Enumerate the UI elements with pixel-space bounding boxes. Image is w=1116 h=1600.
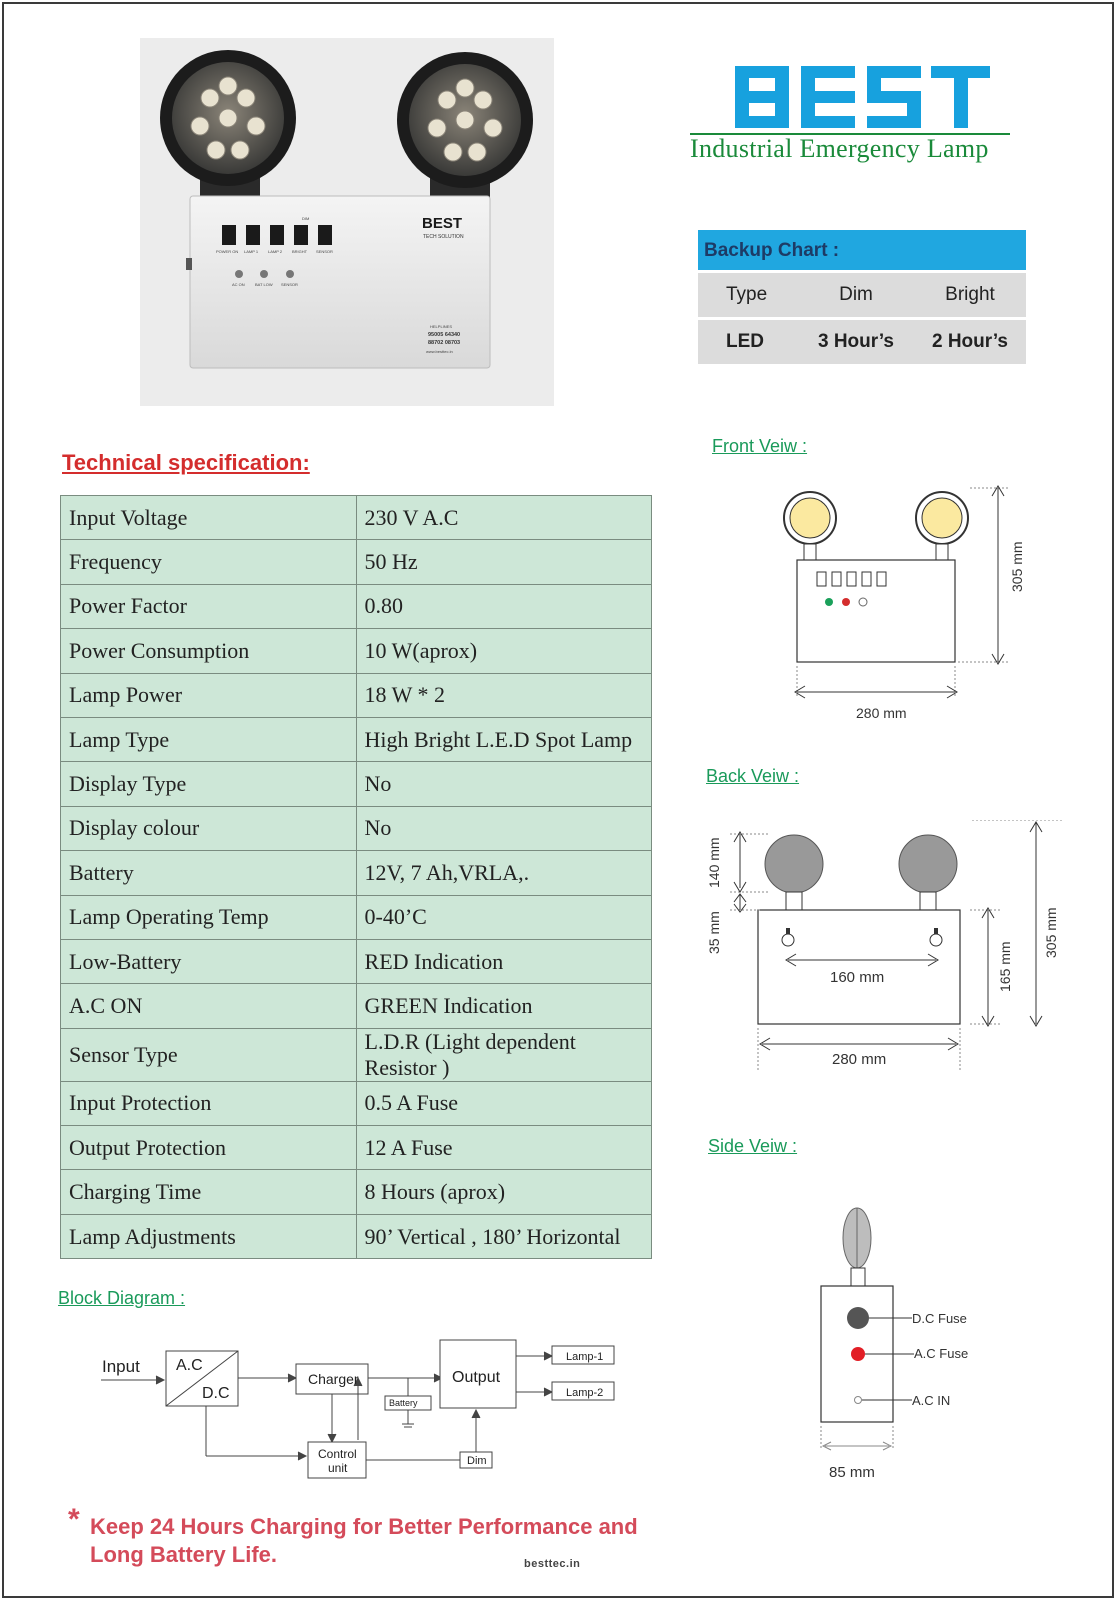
photo-switch-label: LAMP 1 [244,249,259,254]
block-diagram-title: Block Diagram : [58,1288,186,1308]
spec-row [61,540,652,584]
backup-chart-header-row [698,273,1026,317]
spec-key: Charging Time [61,1170,357,1214]
back-view-title: Back Veiw : [706,766,800,786]
photo-led-label: BAT LOW [255,282,273,287]
spec-key: Frequency [61,540,357,584]
tech-spec-heading: Technical specification: [62,450,310,475]
spec-value: High Bright L.E.D Spot Lamp [356,717,651,761]
back-view-drawing [700,820,1070,1080]
photo-switch-label: LAMP 2 [268,249,283,254]
backup-dim-hours: 3 Hour’s [817,331,895,352]
spec-value: 8 Hours (aprox) [356,1170,651,1214]
spec-key: Lamp Power [61,673,357,717]
side-ac-fuse-label: A.C Fuse [914,1346,969,1361]
spec-key: Low-Battery [61,939,357,983]
spec-row [61,673,652,717]
block-input-label: Input [102,1357,140,1376]
side-dc-fuse-label: D.C Fuse [912,1311,967,1326]
spec-key: Battery [61,851,357,895]
spec-value: 10 W(aprox) [356,629,651,673]
photo-helpline-title: HELPLINES [430,324,453,329]
photo-led-label: AC ON [232,282,245,287]
spec-key: Power Consumption [61,629,357,673]
charging-note [90,1513,690,1569]
backup-chart-led-row [698,320,1026,364]
spec-value: 0.80 [356,584,651,628]
spec-value: 0-40’C [356,895,651,939]
tech-spec-table [60,495,652,1259]
spec-row [61,762,652,806]
photo-led-label: SENSOR [281,282,298,287]
footer-website: besttec.in [524,1558,581,1570]
spec-row [61,496,652,540]
photo-switch-label: SENSOR [316,249,333,254]
backup-chart [698,230,1026,364]
spec-row [61,939,652,983]
front-width-label: 280 mm [856,705,907,721]
spec-row [61,717,652,761]
charging-note-line-1: Keep 24 Hours Charging for Better Performance and [90,1514,638,1539]
spec-key: Lamp Adjustments [61,1214,357,1258]
photo-dim-label: DIM [302,216,310,221]
spec-value: 18 W * 2 [356,673,651,717]
block-dc-label: D.C [202,1385,230,1402]
backup-chart-title: Backup Chart : [698,230,1026,270]
back-total-height-label: 305 mm [1043,907,1059,958]
block-control-label: Control [318,1447,357,1461]
spec-key: A.C ON [61,984,357,1028]
back-mount-spacing-label: 160 mm [830,969,885,986]
block-charger-label: Charger [308,1371,359,1387]
spec-key: Display colour [61,806,357,850]
spec-value: RED Indication [356,939,651,983]
back-neck-height-label: 35 mm [706,911,722,954]
spec-row [61,806,652,850]
block-diagram [96,1330,636,1490]
side-depth-label: 85 mm [829,1464,875,1481]
block-output-label: Output [452,1369,501,1386]
spec-value: 90’ Vertical , 180’ Horizontal [356,1214,651,1258]
spec-value: 0.5 A Fuse [356,1081,651,1125]
front-view-title: Front Veiw : [712,436,808,456]
front-view-drawing [770,480,1040,740]
spec-value: 12 A Fuse [356,1126,651,1170]
block-dim-label: Dim [467,1455,487,1467]
spec-row [61,1081,652,1125]
side-view-title: Side Veiw : [708,1136,798,1156]
spec-row [61,984,652,1028]
spec-row [61,1214,652,1258]
spec-value: 230 V A.C [356,496,651,540]
spec-value: 12V, 7 Ah,VRLA,. [356,851,651,895]
backup-type-led: LED [726,331,764,352]
spec-row [61,851,652,895]
product-photo [140,38,554,406]
spec-key: Input Voltage [61,496,357,540]
logo-subtitle: Industrial Emergency Lamp [690,134,989,163]
photo-brand: BEST [422,215,463,232]
spec-key: Output Protection [61,1126,357,1170]
spec-row [61,1126,652,1170]
spec-value: No [356,806,651,850]
front-height-label: 305 mm [1009,541,1025,592]
spec-key: Display Type [61,762,357,806]
photo-switch-label: BRIGHT [292,249,308,254]
spec-row [61,629,652,673]
spec-row [61,1028,652,1081]
spec-key: Lamp Operating Temp [61,895,357,939]
side-ac-in-label: A.C IN [912,1393,951,1408]
spec-row [61,1170,652,1214]
charging-note-line-2: Long Battery Life. [90,1542,278,1567]
photo-helpline: 95005 64340 [428,332,461,338]
back-box-height-label: 165 mm [997,941,1013,992]
spec-value: No [356,762,651,806]
backup-header-bright: Bright [945,284,995,305]
spec-row [61,584,652,628]
backup-header-dim: Dim [839,284,873,305]
note-asterisk: * [68,1503,80,1536]
spec-key: Power Factor [61,584,357,628]
back-width-label: 280 mm [832,1051,887,1068]
photo-helpline: 88702 08703 [428,340,461,346]
photo-website: www.besttec.in [426,349,453,354]
block-unit-label: unit [328,1461,348,1475]
block-lamp1-label: Lamp-1 [566,1351,604,1363]
block-ac-label: A.C [176,1357,203,1374]
spec-value: L.D.R (Light dependent Resistor ) [356,1028,651,1081]
spec-key: Lamp Type [61,717,357,761]
spec-value: 50 Hz [356,540,651,584]
spec-key: Sensor Type [61,1028,357,1081]
brand-logo [735,66,990,128]
spec-value: GREEN Indication [356,984,651,1028]
spec-row [61,895,652,939]
photo-brand-sub: TECH SOLUTION [423,234,464,240]
back-lamp-height-label: 140 mm [706,837,722,888]
backup-bright-hours: 2 Hour’s [931,331,1009,352]
block-lamp2-label: Lamp-2 [566,1387,604,1399]
block-battery-label: Battery [389,1398,418,1408]
spec-key: Input Protection [61,1081,357,1125]
backup-header-type: Type [726,284,768,305]
side-view-drawing [800,1200,1010,1490]
photo-switch-label: POWER ON [216,249,239,254]
